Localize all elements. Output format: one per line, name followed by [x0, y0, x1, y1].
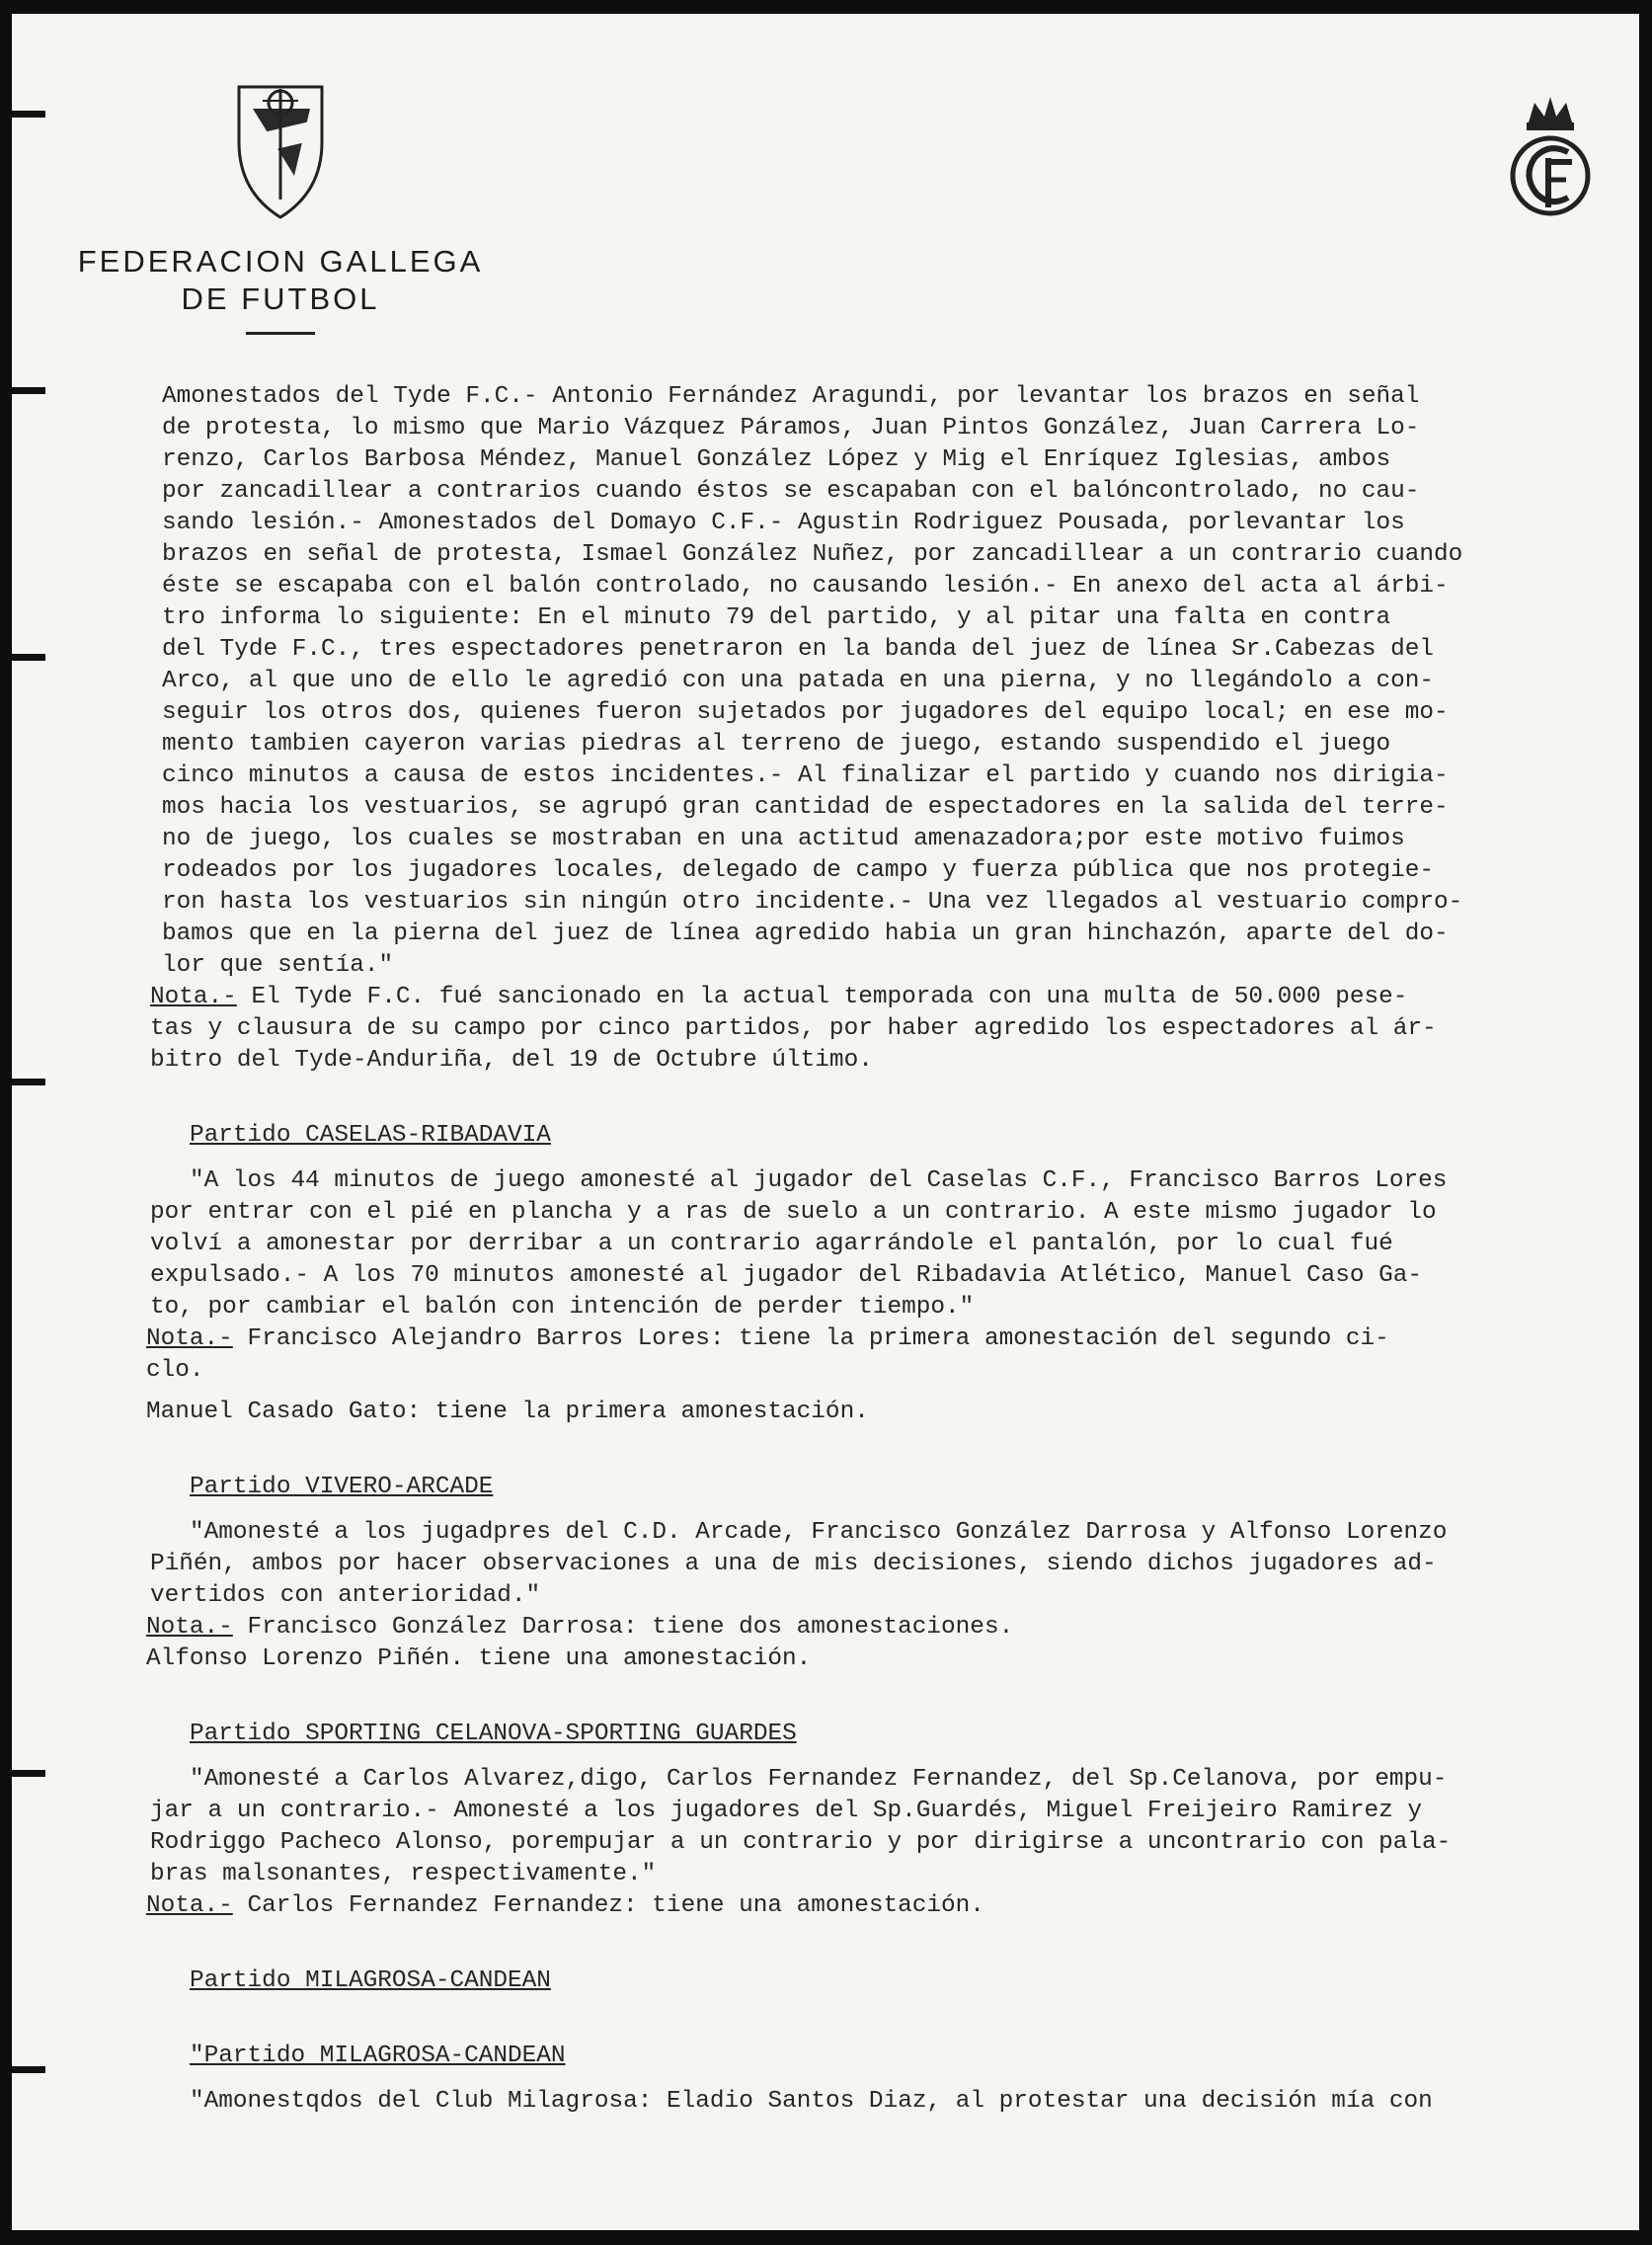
match-sections: [146, 1120, 1631, 2118]
nota-line: [146, 1323, 1631, 1355]
binder-hole-mark: [12, 387, 45, 394]
quote-line: "Amonesté a Carlos Alvarez,digo, Carlos Fernandez Fernandez, del Sp.Celanova, por empu-: [190, 1766, 1448, 1793]
letterhead: [73, 81, 488, 335]
body-line: del Tyde F.C., tres espectadores penetraron en la banda del juez de línea Sr.Cabezas del: [162, 636, 1435, 663]
nota-label: Nota.-: [150, 984, 237, 1010]
body-line: lor que sentía.": [162, 952, 394, 979]
binder-hole-mark: [12, 2066, 45, 2073]
nota-text: Francisco Alejandro Barros Lores: tiene la primera amonestación del segundo ci-: [232, 1325, 1389, 1352]
nota-text: Francisco González Darrosa: tiene dos amonestaciones.: [232, 1614, 1014, 1641]
body-line: seguir los otros dos, quienes fueron sujetados por jugadores del equipo local; en ese mo-: [162, 699, 1449, 726]
binder-hole-mark: [12, 111, 45, 118]
binder-hole-mark: [12, 654, 45, 661]
section-title: "Partido MILAGROSA-CANDEAN: [190, 2043, 566, 2069]
quote-line: vertidos con anterioridad.": [150, 1582, 541, 1609]
quote-line: Rodriggo Pacheco Alonso, porempujar a un contrario y por dirigirse a uncontrario con pala-: [150, 1829, 1452, 1856]
document-page: [12, 14, 1639, 2230]
quote-line: por entrar con el pié en plancha y a ras de suelo a un contrario. A este mismo jugador lo: [150, 1199, 1437, 1226]
quote-line: "Amonesté a los jugadpres del C.D. Arcade, Francisco González Darrosa y Alfonso Lorenzo: [190, 1519, 1448, 1546]
quote-line: expulsado.- A los 70 minutos amonesté al jugador del Ribadavia Atlético, Manuel Caso Ga-: [150, 1262, 1423, 1289]
body-line: bamos que en la pierna del juez de línea agredido habia un gran hinchazón, aparte del do-: [162, 921, 1449, 947]
quote-line: to, por cambiar el balón con intención de perder tiempo.": [150, 1294, 975, 1321]
body-line: tro informa lo siguiente: En el minuto 79 del partido, y al pitar una falta en contra: [162, 604, 1391, 631]
nota-label: Nota.-: [146, 1614, 233, 1641]
body-line: éste se escapaba con el balón controlado, no causando lesión.- En anexo del acta al árbi-: [162, 573, 1449, 600]
match-section: [146, 1120, 1631, 1428]
quote-line: volví a amonestar por derribar a un contrario agarrándole el pantalón, por lo cual fué: [150, 1231, 1393, 1257]
body-line: rodeados por los jugadores locales, delegado de campo y fuerza pública que nos protegie-: [162, 857, 1435, 884]
section-title: Partido VIVERO-ARCADE: [190, 1474, 494, 1500]
body-line: por zancadillear a contrarios cuando éstos se escapaban con el balóncontrolado, no cau-: [162, 478, 1420, 505]
extra-line: Manuel Casado Gato: tiene la primera amonestación.: [146, 1399, 869, 1425]
nota-label: Nota.-: [146, 1325, 233, 1352]
document-body: [146, 381, 1631, 2118]
body-line: sando lesión.- Amonestados del Domayo C.F.- Agustin Rodriguez Pousada, porlevantar los: [162, 510, 1405, 536]
intro-paragraph: [150, 381, 1631, 1077]
binder-hole-mark: [12, 1770, 45, 1777]
quote-line: "Amonestqdos del Club Milagrosa: Eladio Santos Diaz, al protestar una decisión mía con: [190, 2088, 1433, 2115]
body-line: de protesta, lo mismo que Mario Vázquez Páramos, Juan Pintos González, Juan Carrera Lo-: [162, 415, 1420, 441]
crowned-monogram-icon: [1501, 93, 1600, 221]
nota-text: tas y clausura de su campo por cinco partidos, por haber agredido los espectadores al ár-: [150, 1015, 1437, 1042]
section-title: Partido MILAGROSA-CANDEAN: [190, 1967, 551, 1994]
match-section: [150, 1965, 1631, 1997]
quote-line: "A los 44 minutos de juego amonesté al jugador del Caselas C.F., Francisco Barros Lores: [190, 1167, 1448, 1194]
quote-line: bras malsonantes, respectivamente.": [150, 1861, 657, 1887]
match-section: [146, 1472, 1631, 1675]
body-line: mos hacia los vestuarios, se agrupó gran cantidad de espectadores en la salida del terre-: [162, 794, 1449, 821]
federation-name-line1: FEDERACION GALLEGA: [77, 244, 484, 279]
nota-line: [146, 1612, 1631, 1644]
federation-shield-icon: [233, 81, 328, 221]
quote-line: Piñén, ambos por hacer observaciones a una de mis decisiones, siendo dichos jugadores ad-: [150, 1551, 1437, 1577]
match-section: [146, 1719, 1631, 1922]
letterhead-rule: [246, 332, 315, 335]
extra-line: Alfonso Lorenzo Piñén. tiene una amonestación.: [146, 1645, 812, 1672]
nota-text: clo.: [146, 1357, 204, 1384]
body-line: ron hasta los vestuarios sin ningún otro incidente.- Una vez llegados al vestuario compro-: [162, 889, 1463, 916]
section-title: Partido CASELAS-RIBADAVIA: [190, 1122, 551, 1149]
body-line: no de juego, los cuales se mostraban en una actitud amenazadora;por este motivo fuimos: [162, 826, 1405, 852]
body-line: renzo, Carlos Barbosa Méndez, Manuel González López y Mig el Enríquez Iglesias, ambos: [162, 446, 1391, 473]
section-title: Partido SPORTING CELANOVA-SPORTING GUARDES: [190, 1721, 797, 1747]
body-line: Amonestados del Tyde F.C.- Antonio Fernández Aragundi, por levantar los brazos en señal: [162, 383, 1420, 410]
nota-text: El Tyde F.C. fué sancionado en la actual temporada con una multa de 50.000 pese-: [236, 984, 1408, 1010]
body-line: Arco, al que uno de ello le agredió con una patada en una pierna, y no llegándolo a con-: [162, 668, 1435, 694]
match-section: [150, 2041, 1631, 2118]
body-line: cinco minutos a causa de estos incidentes.- Al finalizar el partido y cuando nos dirigia-: [162, 762, 1449, 789]
body-line: brazos en señal de protesta, Ismael González Nuñez, por zancadillear a un contrario cuando: [162, 541, 1463, 568]
nota-text: Carlos Fernandez Fernandez: tiene una amonestación.: [232, 1892, 984, 1919]
federation-name-line2: DE FUTBOL: [181, 281, 380, 316]
body-line: mento tambien cayeron varias piedras al terreno de juego, estando suspendido el juego: [162, 731, 1391, 758]
nota-line: [150, 982, 1631, 1013]
nota-line: [146, 1890, 1631, 1922]
quote-line: jar a un contrario.- Amonesté a los jugadores del Sp.Guardés, Miguel Freijeiro Ramirez y: [150, 1798, 1423, 1824]
binder-hole-mark: [12, 1079, 45, 1085]
nota-label: Nota.-: [146, 1892, 233, 1919]
nota-text: bitro del Tyde-Anduriña, del 19 de Octubre último.: [150, 1047, 873, 1074]
